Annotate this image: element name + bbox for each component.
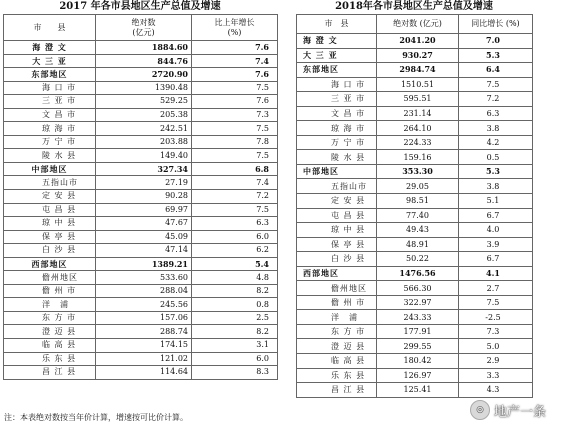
row-name: 儋 州 市 — [297, 295, 377, 310]
table-row — [4, 108, 278, 122]
table-row — [4, 203, 278, 217]
row-name: 大 三 亚 — [297, 48, 377, 63]
row-value: 327.34 — [96, 162, 192, 176]
header-growth: 同比增长 (%) — [459, 15, 533, 34]
table-row — [297, 106, 533, 121]
table-row — [297, 237, 533, 252]
table-row — [297, 63, 533, 78]
table-row — [4, 311, 278, 325]
table-row — [4, 176, 278, 190]
table-row — [297, 34, 533, 49]
table-row — [297, 383, 533, 398]
table-2018-header — [297, 15, 533, 34]
table-row — [297, 281, 533, 296]
row-growth: 5.0 — [459, 339, 533, 354]
row-value: 1510.51 — [377, 77, 459, 92]
table-2018-panel — [296, 0, 532, 398]
row-growth: 7.6 — [192, 41, 278, 55]
table-row — [297, 179, 533, 194]
table-2017-panel — [3, 0, 277, 380]
table-row — [297, 266, 533, 281]
row-growth: 5.1 — [459, 194, 533, 209]
row-value: 121.02 — [96, 352, 192, 366]
table-row — [4, 339, 278, 353]
table-row — [297, 208, 533, 223]
table-row — [4, 217, 278, 231]
table-row — [297, 339, 533, 354]
row-value: 2984.74 — [377, 63, 459, 78]
row-growth: 8.3 — [192, 366, 278, 380]
table-row — [297, 150, 533, 165]
row-growth: 7.5 — [459, 77, 533, 92]
row-name: 海 澄 文 — [297, 34, 377, 49]
row-growth: 7.6 — [192, 68, 278, 82]
row-name: 临 高 县 — [297, 354, 377, 369]
row-value: 125.41 — [377, 383, 459, 398]
row-name: 白 沙 县 — [4, 244, 96, 258]
row-name: 文 昌 市 — [4, 108, 96, 122]
table-row — [4, 68, 278, 82]
row-value: 126.97 — [377, 368, 459, 383]
table-row — [297, 121, 533, 136]
table-row — [4, 81, 278, 95]
row-name: 琼 海 市 — [4, 122, 96, 136]
table-row — [4, 257, 278, 271]
row-value: 174.15 — [96, 339, 192, 353]
row-growth: 2.5 — [192, 311, 278, 325]
table-row — [297, 223, 533, 238]
row-name: 五指山市 — [4, 176, 96, 190]
header-value: 绝对数 (亿元) — [96, 15, 192, 41]
table-row — [4, 122, 278, 136]
row-value: 177.91 — [377, 324, 459, 339]
row-value: 205.38 — [96, 108, 192, 122]
row-name: 屯 昌 县 — [297, 208, 377, 223]
row-value: 533.60 — [96, 271, 192, 285]
row-growth: 0.8 — [192, 298, 278, 312]
row-value: 566.30 — [377, 281, 459, 296]
table-row — [4, 149, 278, 163]
row-growth: 7.0 — [459, 34, 533, 49]
row-growth: 2.7 — [459, 281, 533, 296]
table-row — [297, 252, 533, 267]
row-name: 洋 浦 — [4, 298, 96, 312]
table-2017-header — [4, 15, 278, 41]
row-growth: 7.2 — [192, 190, 278, 204]
header-value: 绝对数 (亿元) — [377, 15, 459, 34]
row-name: 海 口 市 — [297, 77, 377, 92]
row-value: 90.28 — [96, 190, 192, 204]
table-2018-body — [297, 34, 533, 398]
row-growth: 7.5 — [192, 81, 278, 95]
row-growth: 4.0 — [459, 223, 533, 238]
table-2017 — [3, 14, 278, 380]
row-growth: 2.9 — [459, 354, 533, 369]
row-growth: 4.2 — [459, 135, 533, 150]
row-name: 文 昌 市 — [297, 106, 377, 121]
row-growth: 5.4 — [192, 257, 278, 271]
header-name: 市 县 — [4, 15, 96, 41]
row-value: 2720.90 — [96, 68, 192, 82]
row-name: 东部地区 — [4, 68, 96, 82]
table-row — [4, 352, 278, 366]
row-growth: 6.0 — [192, 352, 278, 366]
row-value: 149.40 — [96, 149, 192, 163]
table-row — [297, 295, 533, 310]
row-value: 288.74 — [96, 325, 192, 339]
row-value: 288.04 — [96, 284, 192, 298]
row-name: 定 安 县 — [297, 194, 377, 209]
table-2018 — [296, 14, 533, 398]
row-value: 159.16 — [377, 150, 459, 165]
row-value: 595.51 — [377, 92, 459, 107]
table-row — [4, 271, 278, 285]
row-name: 西部地区 — [4, 257, 96, 271]
row-name: 海 澄 文 — [4, 41, 96, 55]
row-name: 东 方 市 — [4, 311, 96, 325]
row-growth: 7.5 — [192, 149, 278, 163]
row-value: 1389.21 — [96, 257, 192, 271]
row-value: 77.40 — [377, 208, 459, 223]
row-growth: 3.8 — [459, 121, 533, 136]
row-growth: 6.0 — [192, 230, 278, 244]
row-value: 243.33 — [377, 310, 459, 325]
row-value: 242.51 — [96, 122, 192, 136]
row-growth: 7.5 — [192, 122, 278, 136]
table-row — [4, 325, 278, 339]
row-name: 屯 昌 县 — [4, 203, 96, 217]
row-name: 保 亭 县 — [297, 237, 377, 252]
table-row — [4, 54, 278, 68]
row-growth: 3.9 — [459, 237, 533, 252]
table-row — [297, 354, 533, 369]
row-growth: 4.3 — [459, 383, 533, 398]
row-name: 大 三 亚 — [4, 54, 96, 68]
row-value: 47.14 — [96, 244, 192, 258]
watermark — [470, 400, 546, 420]
row-value: 203.88 — [96, 135, 192, 149]
row-name: 洋 浦 — [297, 310, 377, 325]
watermark-text: 地产一条 — [494, 404, 547, 420]
row-name: 琼 海 市 — [297, 121, 377, 136]
row-value: 1884.60 — [96, 41, 192, 55]
row-name: 儋 州 市 — [4, 284, 96, 298]
row-value: 69.97 — [96, 203, 192, 217]
table-row — [4, 162, 278, 176]
row-growth: 7.3 — [192, 108, 278, 122]
row-name: 海 口 市 — [4, 81, 96, 95]
row-growth: 6.4 — [459, 63, 533, 78]
row-name: 三 亚 市 — [297, 92, 377, 107]
row-name: 西部地区 — [297, 266, 377, 281]
table-row — [4, 298, 278, 312]
row-name: 中部地区 — [4, 162, 96, 176]
header-growth: 比上年增长 (%) — [192, 15, 278, 41]
table-row — [297, 92, 533, 107]
row-value: 180.42 — [377, 354, 459, 369]
row-value: 27.19 — [96, 176, 192, 190]
row-name: 乐 东 县 — [4, 352, 96, 366]
row-growth: 5.3 — [459, 164, 533, 179]
row-name: 昌 江 县 — [4, 366, 96, 380]
row-name: 昌 江 县 — [297, 383, 377, 398]
row-value: 930.27 — [377, 48, 459, 63]
table-row — [4, 230, 278, 244]
row-name: 临 高 县 — [4, 339, 96, 353]
row-value: 29.05 — [377, 179, 459, 194]
table-row — [4, 284, 278, 298]
row-growth: 7.6 — [192, 95, 278, 109]
row-growth: 7.8 — [192, 135, 278, 149]
row-value: 322.97 — [377, 295, 459, 310]
row-name: 东 方 市 — [297, 324, 377, 339]
row-name: 陵 水 县 — [4, 149, 96, 163]
row-name: 中部地区 — [297, 164, 377, 179]
row-value: 529.25 — [96, 95, 192, 109]
table-row — [4, 244, 278, 258]
row-growth: 0.5 — [459, 150, 533, 165]
row-name: 五指山市 — [297, 179, 377, 194]
table-row — [297, 77, 533, 92]
table-row — [4, 41, 278, 55]
table-row — [4, 190, 278, 204]
row-value: 114.64 — [96, 366, 192, 380]
table-2018-title: 2018年各市县地区生产总值及增速 — [335, 1, 493, 12]
row-value: 299.55 — [377, 339, 459, 354]
table-row — [297, 310, 533, 325]
watermark-logo-icon: ◎ — [470, 400, 490, 420]
row-name: 陵 水 县 — [297, 150, 377, 165]
table-row — [4, 95, 278, 109]
table-row — [297, 164, 533, 179]
row-value: 2041.20 — [377, 34, 459, 49]
table-row — [297, 368, 533, 383]
row-name: 澄 迈 县 — [297, 339, 377, 354]
table-row — [4, 366, 278, 380]
row-growth: 3.1 — [192, 339, 278, 353]
row-growth: 6.2 — [192, 244, 278, 258]
row-growth: -2.5 — [459, 310, 533, 325]
row-name: 澄 迈 县 — [4, 325, 96, 339]
row-growth: 3.3 — [459, 368, 533, 383]
row-value: 844.76 — [96, 54, 192, 68]
row-growth: 8.2 — [192, 325, 278, 339]
table-row — [297, 48, 533, 63]
row-growth: 7.4 — [192, 54, 278, 68]
row-name: 万 宁 市 — [297, 135, 377, 150]
row-value: 48.91 — [377, 237, 459, 252]
row-growth: 7.5 — [459, 295, 533, 310]
row-name: 万 宁 市 — [4, 135, 96, 149]
table-row — [4, 135, 278, 149]
row-growth: 6.3 — [459, 106, 533, 121]
row-name: 琼 中 县 — [4, 217, 96, 231]
row-value: 224.33 — [377, 135, 459, 150]
row-name: 白 沙 县 — [297, 252, 377, 267]
row-value: 353.30 — [377, 164, 459, 179]
row-value: 264.10 — [377, 121, 459, 136]
table-row — [297, 194, 533, 209]
row-value: 98.51 — [377, 194, 459, 209]
table-row — [297, 135, 533, 150]
row-growth: 6.7 — [459, 252, 533, 267]
row-growth: 6.7 — [459, 208, 533, 223]
row-growth: 7.2 — [459, 92, 533, 107]
row-value: 1390.48 — [96, 81, 192, 95]
row-value: 1476.56 — [377, 266, 459, 281]
row-name: 东部地区 — [297, 63, 377, 78]
row-growth: 4.1 — [459, 266, 533, 281]
row-growth: 7.5 — [192, 203, 278, 217]
row-value: 245.56 — [96, 298, 192, 312]
row-value: 157.06 — [96, 311, 192, 325]
row-value: 50.22 — [377, 252, 459, 267]
row-growth: 3.8 — [459, 179, 533, 194]
row-growth: 5.3 — [459, 48, 533, 63]
row-name: 定 安 县 — [4, 190, 96, 204]
row-growth: 6.3 — [192, 217, 278, 231]
table-2017-body — [4, 41, 278, 380]
row-value: 45.09 — [96, 230, 192, 244]
row-growth: 8.2 — [192, 284, 278, 298]
row-growth: 7.3 — [459, 324, 533, 339]
header-name: 市 县 — [297, 15, 377, 34]
row-name: 保 亭 县 — [4, 230, 96, 244]
row-value: 49.43 — [377, 223, 459, 238]
row-name: 乐 东 县 — [297, 368, 377, 383]
row-name: 琼 中 县 — [297, 223, 377, 238]
row-growth: 4.8 — [192, 271, 278, 285]
row-growth: 7.4 — [192, 176, 278, 190]
row-value: 47.67 — [96, 217, 192, 231]
row-value: 231.14 — [377, 106, 459, 121]
footnote: 注：本表绝对数按当年价计算，增速按可比价计算。 — [4, 413, 188, 422]
row-name: 三 亚 市 — [4, 95, 96, 109]
row-growth: 6.8 — [192, 162, 278, 176]
table-row — [297, 324, 533, 339]
row-name: 儋州地区 — [4, 271, 96, 285]
row-name: 儋州地区 — [297, 281, 377, 296]
table-2017-title: 2017 年各市县地区生产总值及增速 — [59, 1, 221, 12]
